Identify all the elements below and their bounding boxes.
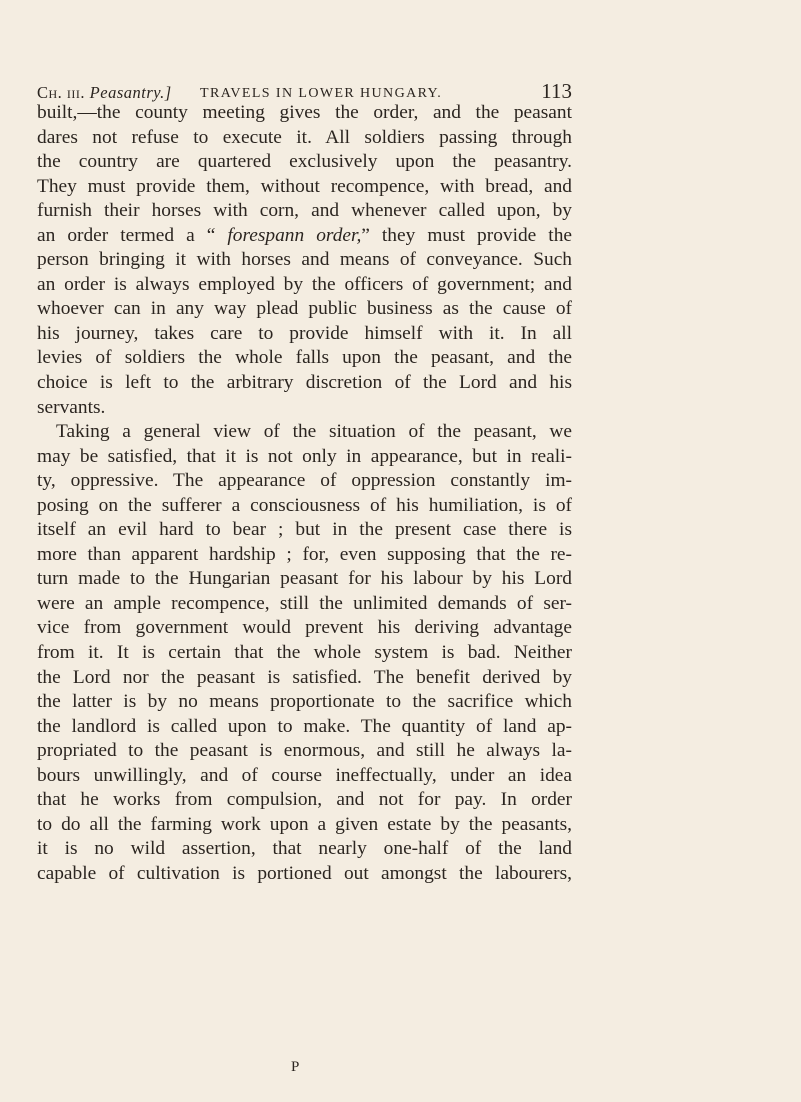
text-line: built,—the county meeting gives the order, and the peasant [37,102,572,123]
text-line: capable of cultivation is portioned out amongst the labourers, [37,862,572,884]
text-line: it is no wild assertion, that nearly one-half of the land [37,838,572,860]
text-line: that he works from compulsion, and not for pay. In order [37,789,572,811]
text-line: an order is always employed by the officers of government; and [37,273,572,295]
text-line: vice from government would prevent his deriving advantage [37,617,572,639]
text-fragment: an order termed a “ [37,224,228,246]
text-line: choice is left to the arbitrary discretion of the Lord and his [37,372,572,394]
text-line: person bringing it with horses and means of conveyance. Such [37,249,572,271]
book-title: TRAVELS IN LOWER HUNGARY. [200,86,443,101]
signature-mark: P [291,1059,300,1075]
text-line: the country are quartered exclusively upon the peasantry. [37,151,572,173]
text-line: turn made to the Hungarian peasant for his labour by his Lord [37,568,572,590]
text-line: from it. It is certain that the whole system is bad. Neither [37,642,572,664]
chapter-title: Peasantry.] [89,83,172,102]
text-line: dares not refuse to execute it. All soldiers passing through [37,126,572,148]
text-fragment: ” they must provide the [361,224,572,246]
body-text [37,101,572,887]
text-line: ty, oppressive. The appearance of oppression constantly im- [37,470,572,492]
text-line: They must provide them, without recompence, with bread, and [37,175,572,197]
text-line: furnish their horses with corn, and whenever called upon, by [37,200,572,222]
text-line: levies of soldiers the whole falls upon the peasant, and the [37,347,572,369]
text-line: whoever can in any way plead public business as the cause of [37,298,572,320]
text-line: were an ample recompence, still the unlimited demands of ser- [37,592,572,614]
text-line: posing on the sufferer a consciousness of his humiliation, is of [37,494,572,516]
text-line: the latter is by no means proportionate to the sacrifice which [37,691,572,713]
text-line: the landlord is called upon to make. The quantity of land ap- [37,715,572,737]
italic-term: forespann order, [227,224,362,246]
text-line: bours unwillingly, and of course ineffectually, under an idea [37,764,572,786]
text-line [37,224,572,249]
text-line: servants. [37,396,106,418]
text-line: to do all the farming work upon a given estate by the peasants, [37,813,572,835]
text-line: may be satisfied, that it is not only in appearance, but in reali- [37,445,572,467]
text-line: propriated to the peasant is enormous, and still he always la- [37,740,572,762]
page-number: 113 [541,79,572,103]
text-line: itself an evil hard to bear ; but in the present case there is [37,519,572,541]
text-line: the Lord nor the peasant is satisfied. The benefit derived by [37,666,572,688]
chapter-prefix: Ch. iii. [37,83,86,102]
text-line: his journey, takes care to provide himself with it. In all [37,322,572,344]
text-line: Taking a general view of the situation of the peasant, we [56,421,572,443]
text-line: more than apparent hardship ; for, even supposing that the re- [37,543,572,565]
